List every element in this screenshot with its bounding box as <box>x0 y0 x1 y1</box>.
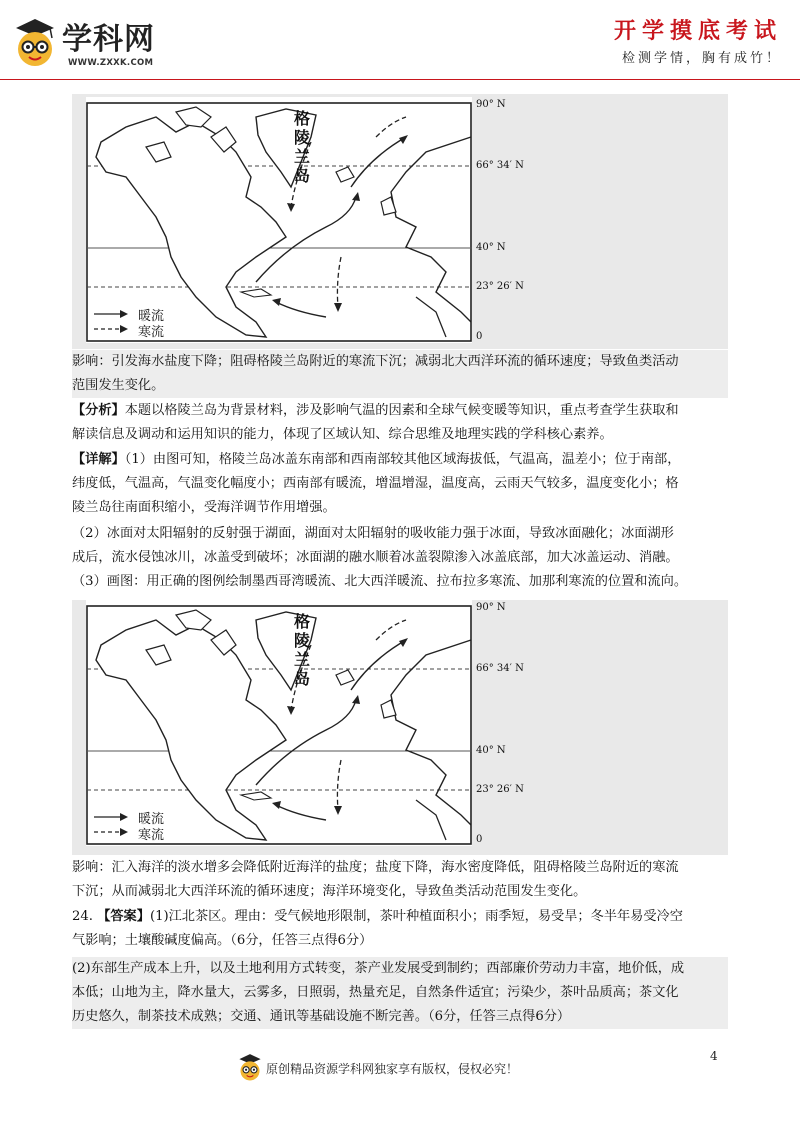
lat-label-0: 0 <box>476 331 483 342</box>
text-line <box>72 905 728 929</box>
question-number: 24. <box>72 909 93 924</box>
answer-impact-2 <box>72 856 728 904</box>
legend-cold-label: 寒流 <box>138 325 165 340</box>
legend-warm-label: 暖流 <box>138 309 165 324</box>
island-char: 兰 <box>294 147 311 166</box>
lat-label-0: 0 <box>476 834 483 845</box>
text-line: 影响：引发海水盐度下降；阻碍格陵兰岛附近的寒流下沉；减弱北大西洋环流的循环速度；导致鱼类活动 <box>72 354 679 369</box>
detail-tag: 【详解】 <box>72 452 125 467</box>
ocean-current-map-1 <box>86 97 546 347</box>
greenland-label <box>294 109 310 185</box>
text-line: 解读信息及调动和运用知识的能力，体现了区域认知、综合思维及地理实践的学科核心素养。 <box>72 427 613 442</box>
copyright-notice: 原创精品资源学科网独家享有版权，侵权必究！ <box>266 1062 519 1076</box>
logo-wordmark: 学科网 <box>62 22 155 57</box>
text-line <box>72 399 728 423</box>
text-line: 本低；山地为主，降水量大，云雾多，日照弱，热量充足，自然条件适宜；污染少，茶叶品质高；茶文化 <box>72 985 679 1000</box>
text-line: 下沉；从而减弱北大西洋环流的循环速度；海洋环境变化，导致鱼类活动范围发生变化。 <box>72 884 587 899</box>
header-divider <box>0 79 800 80</box>
exam-slogan <box>614 14 782 66</box>
answer-tag: 【答案】 <box>97 909 150 924</box>
lat-label-90: 90° N <box>476 99 506 110</box>
island-char: 格 <box>294 612 311 631</box>
island-char: 岛 <box>294 166 311 185</box>
island-char: 格 <box>294 109 311 128</box>
answer-text: (1)江北茶区。理由：受气候地形限制，茶叶种植面积小；雨季短，易受旱；冬半年易受冷空 <box>149 909 683 924</box>
island-char: 陵 <box>294 128 311 147</box>
logo-url: WWW.ZXXK.COM <box>68 58 154 68</box>
text-line <box>72 448 728 472</box>
text-line: （2）冰面对太阳辐射的反射强于湖面，湖面对太阳辐射的吸收能力强于冰面，导致冰面融化；冰面湖形 <box>72 526 674 541</box>
island-char: 陵 <box>294 631 311 650</box>
text-line: 陵兰岛往南面积缩小，受海洋调节作用增强。 <box>72 500 336 515</box>
lat-label-66: 66° 34′ N <box>476 663 524 674</box>
lat-label-23: 23° 26′ N <box>476 281 524 292</box>
detail-part2 <box>72 522 728 594</box>
answer-impact-1 <box>72 350 728 398</box>
footer-mascot-icon <box>236 1052 264 1082</box>
detail-text: （1）由图可知，格陵兰岛冰盖东南部和西南部较其他区域海拔低，气温高，温差小；位于南部， <box>124 452 681 467</box>
site-logo <box>10 14 210 74</box>
text-line: 历史悠久，制茶技术成熟；交通、通讯等基础设施不断完善。（6分，任答三点得6分） <box>72 1009 571 1024</box>
analysis-section <box>72 399 728 447</box>
analysis-tag: 【分析】 <box>72 403 125 418</box>
island-char: 兰 <box>294 650 311 669</box>
lat-label-90: 90° N <box>476 602 506 613</box>
lat-label-40: 40° N <box>476 242 506 253</box>
question-24-answer <box>72 905 728 953</box>
text-line: 影响：汇入海洋的淡水增多会降低附近海洋的盐度；盐度下降，海水密度降低，阻碍格陵兰岛附近的寒流 <box>72 860 679 875</box>
question-24-part2 <box>72 957 728 1029</box>
greenland-label <box>294 612 310 688</box>
lat-label-40: 40° N <box>476 745 506 756</box>
text-line: 纬度低，气温高，气温变化幅度小；西南部有暖流，增温增湿，温度高，云雨天气较多，温度变化小；格 <box>72 476 679 491</box>
analysis-text: 本题以格陵兰岛为背景材料，涉及影响气温的因素和全球气候变暖等知识，重点考查学生获取和 <box>124 403 679 418</box>
lat-label-23: 23° 26′ N <box>476 784 524 795</box>
text-line: (2)东部生产成本上升，以及土地利用方式转变，茶产业发展受到制约；西部廉价劳动力丰富，地价低，成 <box>72 961 685 976</box>
lat-label-66: 66° 34′ N <box>476 160 524 171</box>
ocean-current-map-2 <box>86 600 546 850</box>
text-line: 气影响；土壤酸碱度偏高。（6分，任答三点得6分） <box>72 933 373 948</box>
page-number: 4 <box>710 1049 718 1063</box>
slogan-subtitle: 检测学情，胸有成竹！ <box>621 51 782 66</box>
mascot-icon <box>10 16 60 68</box>
text-line: 范围发生变化。 <box>72 378 165 393</box>
detail-section <box>72 448 728 520</box>
island-char: 岛 <box>294 669 311 688</box>
text-line: 成后，流水侵蚀冰川，冰盖受到破坏；冰面湖的融水顺着冰盖裂隙渗入冰盖底部，加大冰盖运动、消融。 <box>72 550 679 565</box>
legend-warm-label: 暖流 <box>138 812 165 827</box>
text-line: （3）画图：用正确的图例绘制墨西哥湾暖流、北大西洋暖流、拉布拉多寒流、加那利寒流的位置和流向。 <box>72 574 688 589</box>
slogan-title: 开学摸底考试 <box>613 18 782 44</box>
legend-cold-label: 寒流 <box>138 828 165 843</box>
